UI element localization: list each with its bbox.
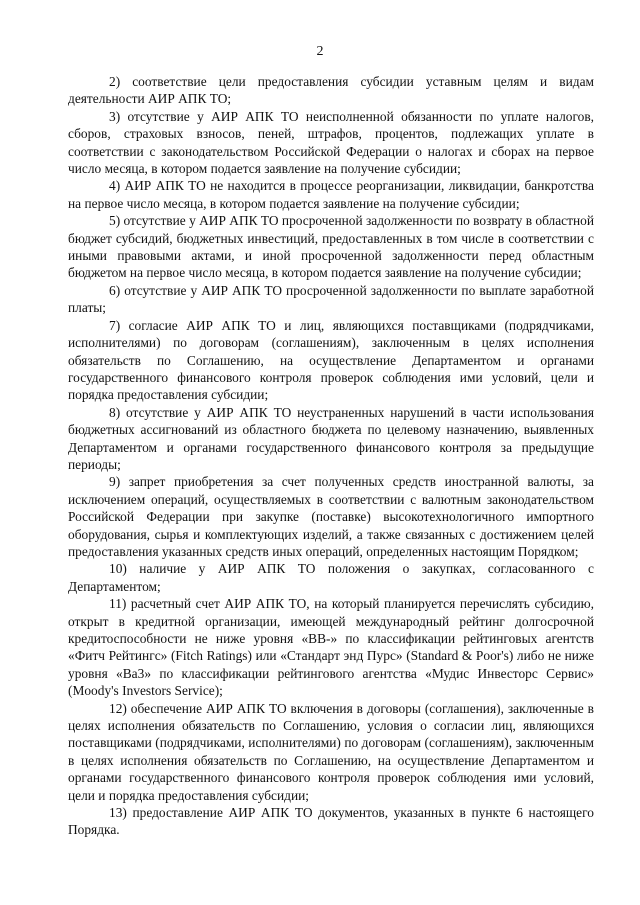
paragraph-item-10: 10) наличие у АИР АПК ТО положения о закупках, согласованного с Департаментом;	[68, 561, 594, 594]
paragraph-item-9: 9) запрет приобретения за счет полученных средств иностранной валюты, за исключением операций, осуществляемых в соответствии с валютным законодательством Российской Федерации при закупке (поставке) высокотехнологичного импортного оборудования, сырья и комплектующих изделий, а также связанных с достижением целей предоставления указанных средств иных операций, определенных настоящим Порядком;	[68, 474, 594, 559]
paragraph-item-12: 12) обеспечение АИР АПК ТО включения в договоры (соглашения), заключенные в целях исполнения обязательств по Соглашению, условия о согласии лиц, являющихся поставщиками (подрядчиками, исполнителями) по договорам (соглашениям), заключенным в целях исполнения обязательств по Соглашению, на осуществление Департаментом и органами государственного финансового контроля проверок соблюдения ими условий, цели и порядка предоставления субсидии;	[68, 700, 594, 803]
page-number: 2	[316, 44, 324, 59]
paragraph-item-7: 7) согласие АИР АПК ТО и лиц, являющихся поставщиками (подрядчиками, исполнителями) по договорам (соглашениям), заключенным в целях исполнения обязательств по Соглашению, на осуществление Департаментом и органами государственного финансового контроля проверок соблюдения ими условий, цели и порядка предоставления субсидии;	[68, 317, 594, 403]
document-body	[68, 73, 594, 839]
paragraph-item-8: 8) отсутствие у АИР АПК ТО неустраненных нарушений в части использования бюджетных ассигнований из областного бюджета по целевому назначению, выявленных Департаментом и органами государственного финансового контроля за предыдущие периоды;	[68, 404, 594, 472]
paragraph-item-13: 13) предоставление АИР АПК ТО документов, указанных в пункте 6 настоящего Порядка.	[68, 805, 594, 838]
paragraph-item-6: 6) отсутствие у АИР АПК ТО просроченной задолженности по выплате заработной платы;	[68, 282, 594, 316]
paragraph-item-2: 2) соответствие цели предоставления субсидии уставным целям и видам деятельности АИР АПК ТО;	[68, 74, 594, 107]
paragraph-item-3: 3) отсутствие у АИР АПК ТО неисполненной обязанности по уплате налогов, сборов, страховых взносов, пеней, штрафов, процентов, подлежащих уплате в соответствии с законодательством Российской Федерации о налогах и сборах на первое число месяца, в котором подается заявление на получение субсидии;	[68, 108, 594, 177]
paragraph-item-5: 5) отсутствие у АИР АПК ТО просроченной задолженности по возврату в областной бюджет субсидий, бюджетных инвестиций, предоставленных в том числе в соответствии с иными правовыми актами, и иной просроченной задолженности перед областным бюджетом на первое число месяца, в котором подается заявление на получение субсидии;	[68, 213, 594, 281]
paragraph-item-11: 11) расчетный счет АИР АПК ТО, на который планируется перечислять субсидию, открыт в кредитной организации, имеющей международный рейтинг долгосрочной кредитоспособности не ниже уровня «BB-» по классификации рейтинговых агентств «Фитч Рейтингс» (Fitch Ratings) или «Стандарт энд Пурс» (Standard & Poor's) либо не ниже уровня «Ba3» по классификации рейтингового агентства «Мудис Инвесторс Сервис» (Moody's Investors Service);	[68, 596, 594, 699]
paragraph-item-4: 4) АИР АПК ТО не находится в процессе реорганизации, ликвидации, банкротства на первое число месяца, в котором подается заявление на получение субсидии;	[68, 178, 594, 211]
